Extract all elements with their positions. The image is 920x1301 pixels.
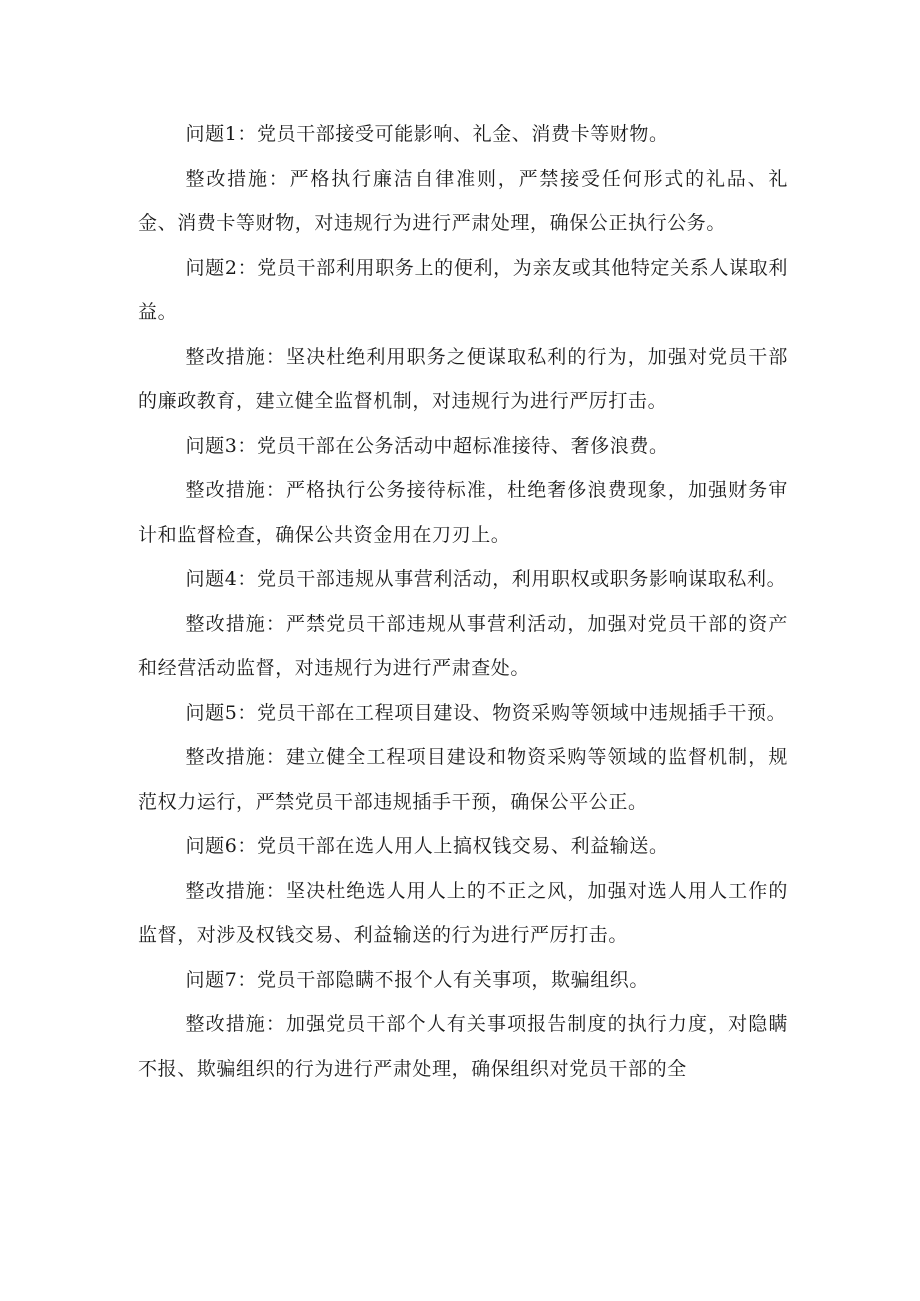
paragraph-issue-5: 问题5：党员干部在工程项目建设、物资采购等领域中违规插手干预。 xyxy=(185,701,787,724)
paragraph-issue-3: 问题3：党员干部在公务活动中超标准接待、奢侈浪费。 xyxy=(185,434,669,457)
paragraph-issue-6: 问题6：党员干部在选人用人上搞权钱交易、利益输送。 xyxy=(185,835,669,857)
paragraph-issue-1: 问题1：党员干部接受可能影响、礼金、消费卡等财物。 xyxy=(185,123,669,145)
paragraph-measure-3: 整改措施：严格执行公务接待标准，杜绝奢侈浪费现象，加强财务审计和监督检查，确保公共资金用在刀刃上。 xyxy=(138,479,788,546)
paragraph-issue-2: 问题2：党员干部利用职务上的便利，为亲友或其他特定关系人谋取利益。 xyxy=(138,256,788,323)
paragraph-measure-6: 整改措施：坚决杜绝选人用人上的不正之风，加强对选人用人工作的监督，对涉及权钱交易、利益输送的行为进行严厉打击。 xyxy=(138,879,788,946)
paragraph-measure-1: 整改措施：严格执行廉洁自律准则，严禁接受任何形式的礼品、礼金、消费卡等财物，对违规行为进行严肃处理，确保公正执行公务。 xyxy=(138,167,788,234)
paragraph-issue-4: 问题4：党员干部违规从事营利活动，利用职权或职务影响谋取私利。 xyxy=(185,568,787,590)
paragraph-measure-4: 整改措施：严禁党员干部违规从事营利活动，加强对党员干部的资产和经营活动监督，对违规行为进行严肃查处。 xyxy=(138,612,788,679)
paragraph-measure-5: 整改措施：建立健全工程项目建设和物资采购等领域的监督机制，规范权力运行，严禁党员干部违规插手干预，确保公平公正。 xyxy=(138,746,788,813)
paragraph-measure-2: 整改措施：坚决杜绝利用职务之便谋取私利的行为，加强对党员干部的廉政教育，建立健全监督机制，对违规行为进行严厉打击。 xyxy=(138,345,788,412)
paragraph-issue-7: 问题7：党员干部隐瞒不报个人有关事项，欺骗组织。 xyxy=(185,968,649,991)
document-body xyxy=(138,112,788,1091)
paragraph-measure-7: 整改措施：加强党员干部个人有关事项报告制度的执行力度，对隐瞒不报、欺骗组织的行为进行严肃处理，确保组织对党员干部的全 xyxy=(138,1013,788,1080)
